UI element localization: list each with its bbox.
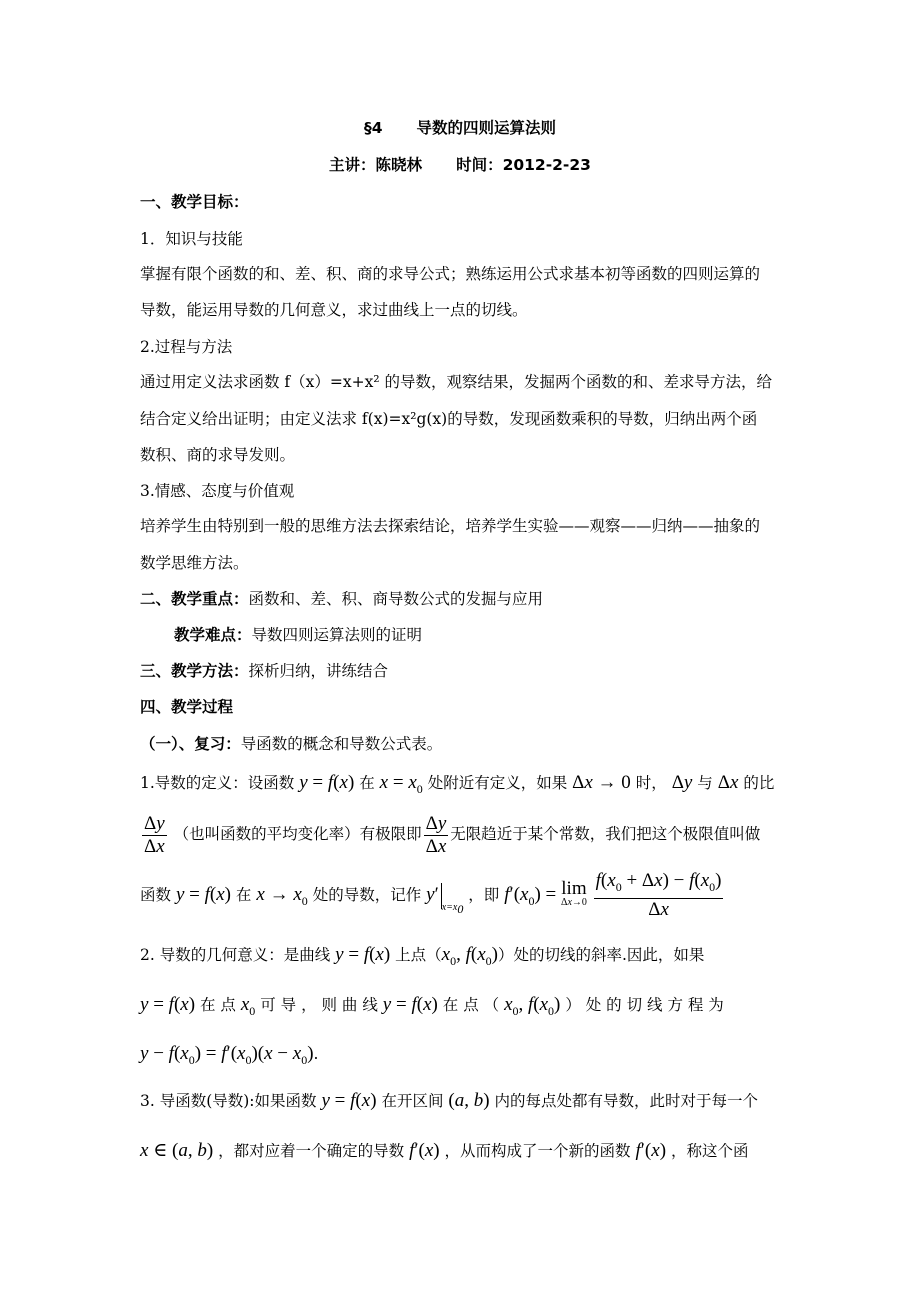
key-point-label: 二、教学重点：: [140, 590, 249, 608]
text-segment: 处的导数，记作: [312, 886, 422, 904]
objective-2-line-3: 数积、商的求导发则。: [140, 446, 296, 464]
text-segment: 处附近有定义，如果: [427, 774, 568, 792]
geometric-meaning-line-3: [140, 1041, 318, 1073]
objective-3-line-2: 数学思维方法。: [140, 554, 249, 572]
lecture-time: 时间：2012-2-23: [456, 156, 591, 174]
title-text: 导数的四则运算法则: [416, 119, 557, 137]
objective-3-title: 3.情感、态度与价值观: [140, 482, 295, 500]
text-segment: 上点（: [395, 946, 442, 964]
review-line: [140, 734, 442, 754]
objective-2-title: 2.过程与方法: [140, 338, 233, 356]
text-segment: ，从而构成了一个新的函数: [444, 1142, 631, 1160]
text-segment: 的比: [743, 774, 775, 792]
review-text: 导函数的概念和导数公式表。: [240, 735, 443, 753]
objective-3-line-1: 培养学生由特别到一般的思维方法去探索结论，培养学生实验——观察——归纳——抽象的: [140, 517, 761, 535]
formula-y-eq-fx: y = f(x): [321, 1090, 377, 1111]
objective-1-title: 1．知识与技能: [140, 230, 243, 248]
text-segment: 与: [697, 774, 713, 792]
text-segment: .: [313, 1045, 319, 1063]
text-segment: （也叫函数的平均变化率）有极限即: [173, 825, 422, 843]
text-segment: 3. 导函数(导数):如果函数: [140, 1092, 317, 1110]
fraction-dy-over-dx: $\frac{\Delta y}{\Delta x}$: [425, 812, 447, 857]
formula-y-prime-eval: $y'_{x=x_0}$: [426, 884, 464, 916]
text-segment: 2. 导数的几何意义：是曲线: [140, 946, 331, 964]
formula-y-eq-fx: y = f(x): [382, 994, 438, 1015]
text-segment: ，即: [468, 886, 500, 904]
formula-y-eq-fx: y = f(x): [175, 884, 231, 905]
limit-operator: lim Δx→0: [561, 877, 587, 908]
objective-1-line-2: 导数，能运用导数的几何意义，求过曲线上一点的切线。: [140, 301, 528, 319]
text-segment: 函数: [140, 886, 172, 904]
formula-y-eq-fx: y = f(x): [299, 772, 355, 793]
formula-point-x0-fx0: $x_0$, $f(x_0)$: [441, 944, 498, 968]
derived-function-line-2: [140, 1138, 748, 1164]
formula-dy: Δy: [671, 772, 693, 793]
formula-x-to-x0: $x \to x_0$: [256, 884, 308, 908]
formula-derivative-limit: $f'(x_0) = \lim$ Δx→0 $\frac{f(x_0 + \Delta x) - f(x_0)}{\Delta x}$: [504, 870, 722, 921]
formula-x0: $x_0$: [240, 994, 256, 1018]
formula-f-prime-x: f′(x): [409, 1140, 440, 1161]
objective-2-line-1: 通过用定义法求函数 f（x）=x+x² 的导数，观察结果，发掘两个函数的和、差求导方法，给: [140, 373, 773, 391]
objectives-heading: 一、教学目标：: [140, 193, 249, 211]
lecture-info: [0, 155, 920, 175]
derived-function-line-1: [140, 1088, 758, 1114]
difficult-point: [174, 625, 422, 645]
text-segment: 在: [235, 886, 252, 904]
fraction-difference-quotient: $\frac{f(x_0 + \Delta x) - f(x_0)}{\Delta x}$: [595, 870, 722, 921]
teaching-method-label: 三、教学方法：: [140, 662, 249, 680]
lecturer: 主讲：陈晓林: [329, 156, 423, 174]
text-segment: 可 导 ， 则 曲 线: [260, 996, 378, 1014]
text-segment: 时，: [635, 774, 667, 792]
formula-point-x0-fx0: $x_0$, $f(x_0)$: [504, 994, 561, 1018]
formula-x-in-ab: x ∈ (a, b): [140, 1140, 214, 1161]
process-heading: 四、教学过程: [140, 698, 234, 716]
review-label: （一）、复习：: [140, 735, 241, 753]
fraction-dy-over-dx: $\frac{\Delta y}{\Delta x}$: [144, 812, 165, 857]
derivative-definition-line-3: [140, 870, 725, 934]
text-segment: 1.导数的定义：设函数: [140, 774, 295, 792]
text-segment: 无限趋近于某个常数，我们把这个极限值叫做: [450, 825, 761, 843]
formula-interval-ab: (a, b): [448, 1090, 490, 1111]
text-segment: 在开区间: [381, 1092, 444, 1110]
formula-tangent-line: $y - f(x_0) = f'(x_0)(x - x_0)$: [140, 1043, 314, 1067]
teaching-method: [140, 661, 388, 681]
key-point-text: 函数和、差、积、商导数公式的发掘与应用: [248, 590, 544, 608]
objective-1-line-1: 掌握有限个函数的和、差、积、商的求导公式；熟练运用公式求基本初等函数的四则运算的: [140, 265, 761, 283]
text-segment: ） 处 的 切 线 方 程 为: [565, 996, 724, 1014]
derivative-definition-line-2: [140, 810, 760, 858]
geometric-meaning-line-1: [140, 942, 704, 974]
geometric-meaning-line-2: [140, 992, 724, 1024]
formula-x-eq-x0: $x = x_0$: [379, 772, 423, 796]
derivative-definition-line-1: [140, 773, 774, 799]
text-segment: ）处的切线的斜率.因此，如果: [497, 946, 705, 964]
objective-2-line-2: 结合定义给出证明；由定义法求 f(x)=x²g(x)的导数，发现函数乘积的导数，归纳出两个函: [140, 410, 758, 428]
formula-y-eq-fx: y = f(x): [335, 944, 391, 965]
formula-dx: Δx: [717, 772, 739, 793]
text-segment: ，都对应着一个确定的导数: [218, 1142, 405, 1160]
text-segment: 内的每点处都有导数，此时对于每一个: [494, 1092, 759, 1110]
formula-dx-to-0: Δx → 0: [572, 772, 631, 793]
teaching-method-text: 探析归纳，讲练结合: [248, 662, 389, 680]
key-point: [140, 589, 543, 609]
difficult-point-label: 教学难点：: [174, 626, 252, 644]
text-segment: ，称这个函: [670, 1142, 749, 1160]
text-segment: 在: [359, 774, 375, 792]
text-segment: 在 点: [199, 996, 236, 1014]
difficult-point-text: 导数四则运算法则的证明: [251, 626, 423, 644]
page-title: [0, 118, 920, 138]
title-section-mark: §4: [363, 119, 383, 137]
formula-y-eq-fx: y = f(x): [140, 994, 196, 1015]
formula-f-prime-x: f′(x): [635, 1140, 667, 1161]
text-segment: 在 点 （: [442, 996, 500, 1014]
